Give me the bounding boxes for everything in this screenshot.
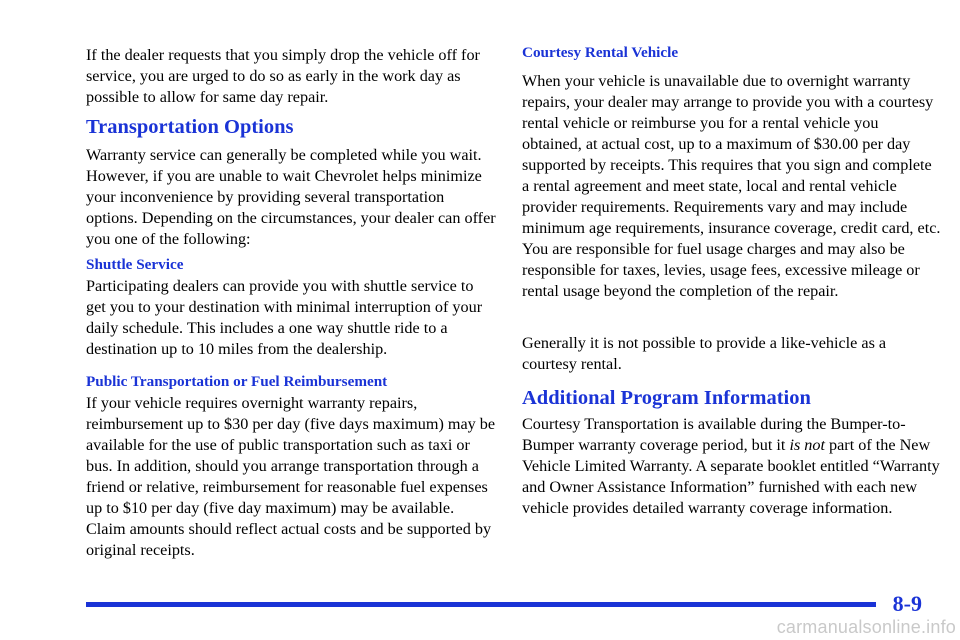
page-number: 8-9 [892, 591, 922, 616]
intro-paragraph: If the dealer requests that you simply drop the vehicle off for service, you are urged to do so as early in the work day as possible to allow for same day repair. [86, 46, 480, 106]
public-transportation-paragraph: If your vehicle requires overnight warranty repairs, reimbursement up to $30 per day (five days maximum) may be available for the use of public transportation such as taxi or bus. In addition, should you arrange transportation through a friend or relative, reimbursement for reasonable fuel expenses up to $10 per day (five day maximum) may be available. Claim amounts should reflect actual costs and be supported by original receipts. [86, 394, 496, 559]
additional-text-start: Courtesy Transportation is available during the Bumper-to-Bumper warranty coverage period, but it [522, 415, 906, 454]
courtesy-rental-paragraph: When your vehicle is unavailable due to overnight warranty repairs, your dealer may arrange to provide you with a courtesy rental vehicle or reimburse you for a rental vehicle you obtained, at actual cost, up to a maximum of $30.00 per day supported by receipts. This requires that you sign and complete a rental agreement and meet state, local and rental vehicle provider requirements. Requirements vary and may include minimum age requirements, insurance coverage, credit card, etc. You are responsible for fuel usage charges and may also be responsible for taxes, levies, usage fees, excessive mileage or rental usage beyond the completion of the repair. [522, 72, 941, 300]
courtesy-rental-heading: Courtesy Rental Vehicle [522, 44, 679, 61]
transportation-options-heading: Transportation Options [86, 116, 294, 138]
additional-program-paragraph [522, 414, 942, 519]
watermark: carmanualsonline.info [776, 617, 956, 637]
like-vehicle-paragraph: Generally it is not possible to provide a like-vehicle as a courtesy rental. [522, 334, 887, 373]
additional-text-end: part of the New Vehicle Limited Warranty. A separate booklet entitled “Warranty and Owner Assistance Information” furnished with each new vehicle provides detailed warranty coverage information. [522, 436, 940, 517]
shuttle-service-paragraph: Participating dealers can provide you with shuttle service to get you to your destination with minimal interruption of your daily schedule. This includes a one way shuttle ride to a destination up to 10 miles from the dealership. [86, 277, 483, 358]
public-transportation-heading: Public Transportation or Fuel Reimbursement [86, 373, 388, 390]
footer-rule [86, 602, 876, 607]
transportation-options-paragraph: Warranty service can generally be completed while you wait. However, if you are unable to wait Chevrolet helps minimize your inconvenience by providing several transportation options. Depending on the circumstances, your dealer can offer you one of the following: [86, 146, 496, 248]
additional-program-heading: Additional Program Information [522, 387, 811, 409]
additional-emphasis: is not [789, 436, 825, 454]
shuttle-service-heading: Shuttle Service [86, 256, 184, 273]
